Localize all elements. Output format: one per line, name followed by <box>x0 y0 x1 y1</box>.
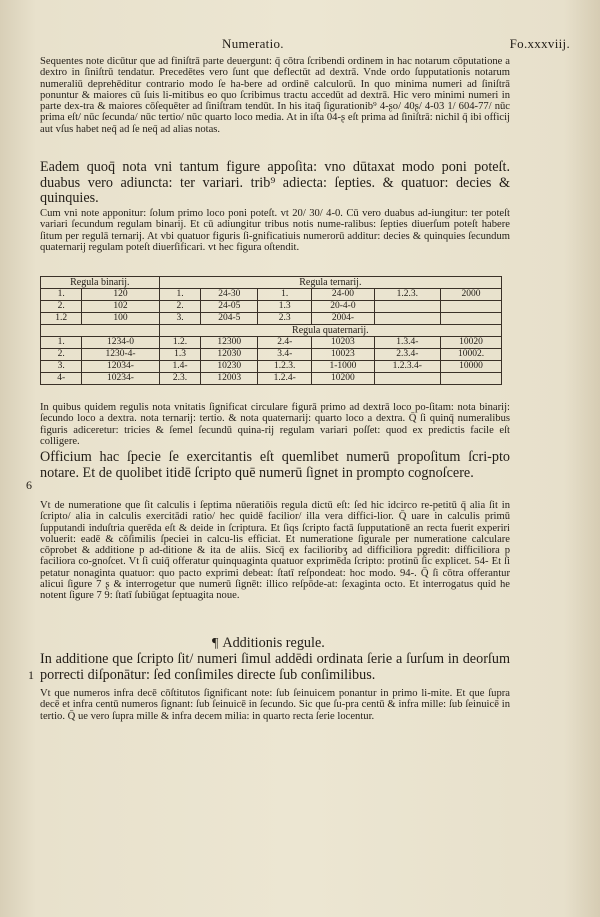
ternary-rule-title: Regula ternarij. <box>159 277 501 289</box>
running-header <box>222 36 570 52</box>
binary-rule-title: Regula binarij. <box>41 277 160 289</box>
paragraph-office: Officium hac ſpecie ſe exercitantis eſt quemlibet numerū propoſitum ſcri-pto notare. Et de quolibet itidē ſcripto quē numerū ſignet in prompto cognoſcere. <box>40 449 510 481</box>
table-header-row <box>41 325 502 337</box>
table-row: 2. 1230-4- 1.3 12030 3.4- 10023 2.3.4- 10002. <box>41 349 502 361</box>
numeration-table <box>40 276 510 385</box>
paragraph-mark-icon: ¶ <box>212 636 219 651</box>
margin-number: 6 <box>26 478 32 492</box>
table-row: 3. 12034- 1.4- 10230 1.2.3. 1-1000 1.2.3.4- 10000 <box>41 361 502 373</box>
paragraph-numeration-calculi: Vt de numeratione que ſit calculis i ſeptima nūeratiōis regula dictū eſt: ſed hic idcirco re-petitū q̄ alia ſit in ſcripto/ alia in calculis exercitādi ratio/ hec quidē facilior/ illa vera diffici-lior. Q̄ uare in calculis primū ſupputandi induſtria querēda eſt & deide in ſcriptura. Et ſiqs ſcripto factā ſupputationē an recta fuerit experiri voluerit: eadē & cōſimilis ſpeciei in calcu-lis efficiat. Et numeratione ſigurale per numeratione calculare cōprobet & additione p ad-ditione & ita de aliis. Sicq̄ ex facilioribʒ ad difficiliora pgredit: difficiliora p faciliora co-gnoſcet. Vt ſi cuiq̄ offeratur quinquaginta quatuor exprimēda ſcripto: protinū ſic explicet. 54- Et ſi petatur nonaginta quatuor: quo pacto exprimi debeat: ſtatī reſpondeat: hoc modo. 94-. Q̄ ſi cōtra offerantur alicui ſigure 7 ʂ & interrogetur que numerū ſignēt: illico reſpōde-at: ſexaginta octo. Et interrogatus quid he notent ſigure 7 9: ſtatī ſubiūgat ſeptuagita noue. <box>40 500 510 602</box>
table-row: 1. 1234-0 1.2. 12300 2.4- 10203 1.3.4- 10020 <box>41 337 502 349</box>
page-title: Numeratio. <box>222 36 284 51</box>
table-header-row <box>41 277 502 289</box>
paragraph-addition-rule: In additione que ſcripto ſit/ numeri ſimul addēdi ordinata ſerie a ſurſum in deorſum porrecti diſponātur: ſed conſimiles directe ſub conſimilibus. <box>40 651 510 683</box>
table-row: 1.2 100 3. 204-5 2.3 2004- <box>41 313 502 325</box>
section-heading <box>212 634 512 652</box>
quaternary-rule-title: Regula quaternarij. <box>159 325 501 337</box>
table-row: 4- 10234- 2.3. 12003 1.2.4- 10200 <box>41 373 502 385</box>
paragraph-rule-explanation: Cum vni note apponitur: ſolum primo loco poni poteſt. vt 20/ 30/ 4-0. Cū vero duabus ad-iungitur: ter poteſt variari ſecundum regulam binarij. Et cū adiungitur tribus notis nume-ralibus: ſepties diuerſum poteſt habere ſitum per regulā ternarij. At vbi quatuor figuris ſi-gnificatiuis numerorū additur: decies & quinquies ſecundum quaternarij regulam poteſt diuerſificari. vt hec figura oſtendit. <box>40 208 510 253</box>
paragraph-addition-detail: Vt que numeros infra decē cōſtitutos ſignificant note: ſub ſeinuicem ponantur in primo li-mite. Et que ſupra decē et infra centū numeros ſignant: ſub ſeinuicē in ſecundo. Sic que ſu-pra centū & infra mille: ſub ſeinuicē in tertio. Q̄ ue vero ſupra mille & infra decem milia: in quarto recta ſerie locentur. <box>40 688 510 722</box>
paragraph-table-explanation: In quibus quidem regulis nota vnitatis ſignificat circulare figurā primo ad dextrā loco po-ſitam: nota binarij: ſecundo loco a dextra. nota ternarij: tertio. & nota quaternarij: quarto loco a dextra. Q̄ ſi quinq̄ numeralibus figuris adiceretur: tricies & ſemel ſecundū quina-rij regulam variari poſſet: quod ex predictis facile eſt colligere. <box>40 402 510 447</box>
section-title: Additionis regule. <box>222 635 325 651</box>
paragraph-figure-variations: Eadem quoq̄ nota vni tantum figure appoſita: vno dūtaxat modo poni poteſt. duabus vero adiuncta: ter variari. trib⁹ adiecta: ſepties. & quatuor: decies & quinquies. <box>40 159 510 206</box>
table-row: 1. 120 1. 24-30 1. 24-00 1.2.3. 2000 <box>41 289 502 301</box>
margin-number-2: 1 <box>28 668 34 682</box>
folio-number: Fo.xxxviij. <box>509 36 570 51</box>
table-row: 2. 102 2. 24-05 1.3 20-4-0 <box>41 301 502 313</box>
paragraph-notes-order: Sequentes note dicūtur que ad finiſtrā parte deuergunt: q̄ cōtra ſcribendi ordinem in hac notarum cōputatione a dextro in ſiniſtrū tendatur. Precedētes vero ſunt que deflectūt ad dextrā. Vnde ordo ſupputationis notarum numeraliū deprehēditur contrario modo ſe ha-bere ad ordinē calculorū. In quo minima numeri ad ſiniſtrā ponuntur & maiores cū ſuis li-mitibus eo quo ſcribimus tractu accedūt ad dextrā. Hic vero minimi numeri in parte dex-tra & maiores cōſequēter ad ſiniſtram tendūt. In his itaq̄ ſigurationib⁹ 4-ʂo/ 40ʂ/ 4-03 1/ 604-77/ nūc prima eſt/ nūc ſecunda/ nūc tertio/ nūc quarto loco media. At in iſta 04-ʂ eſt prima ad ſiniſtrā: nichil q̄ ibi officij aut vſus habet neq̄ ad ſe neq̄ ad alias notas. <box>40 56 510 135</box>
